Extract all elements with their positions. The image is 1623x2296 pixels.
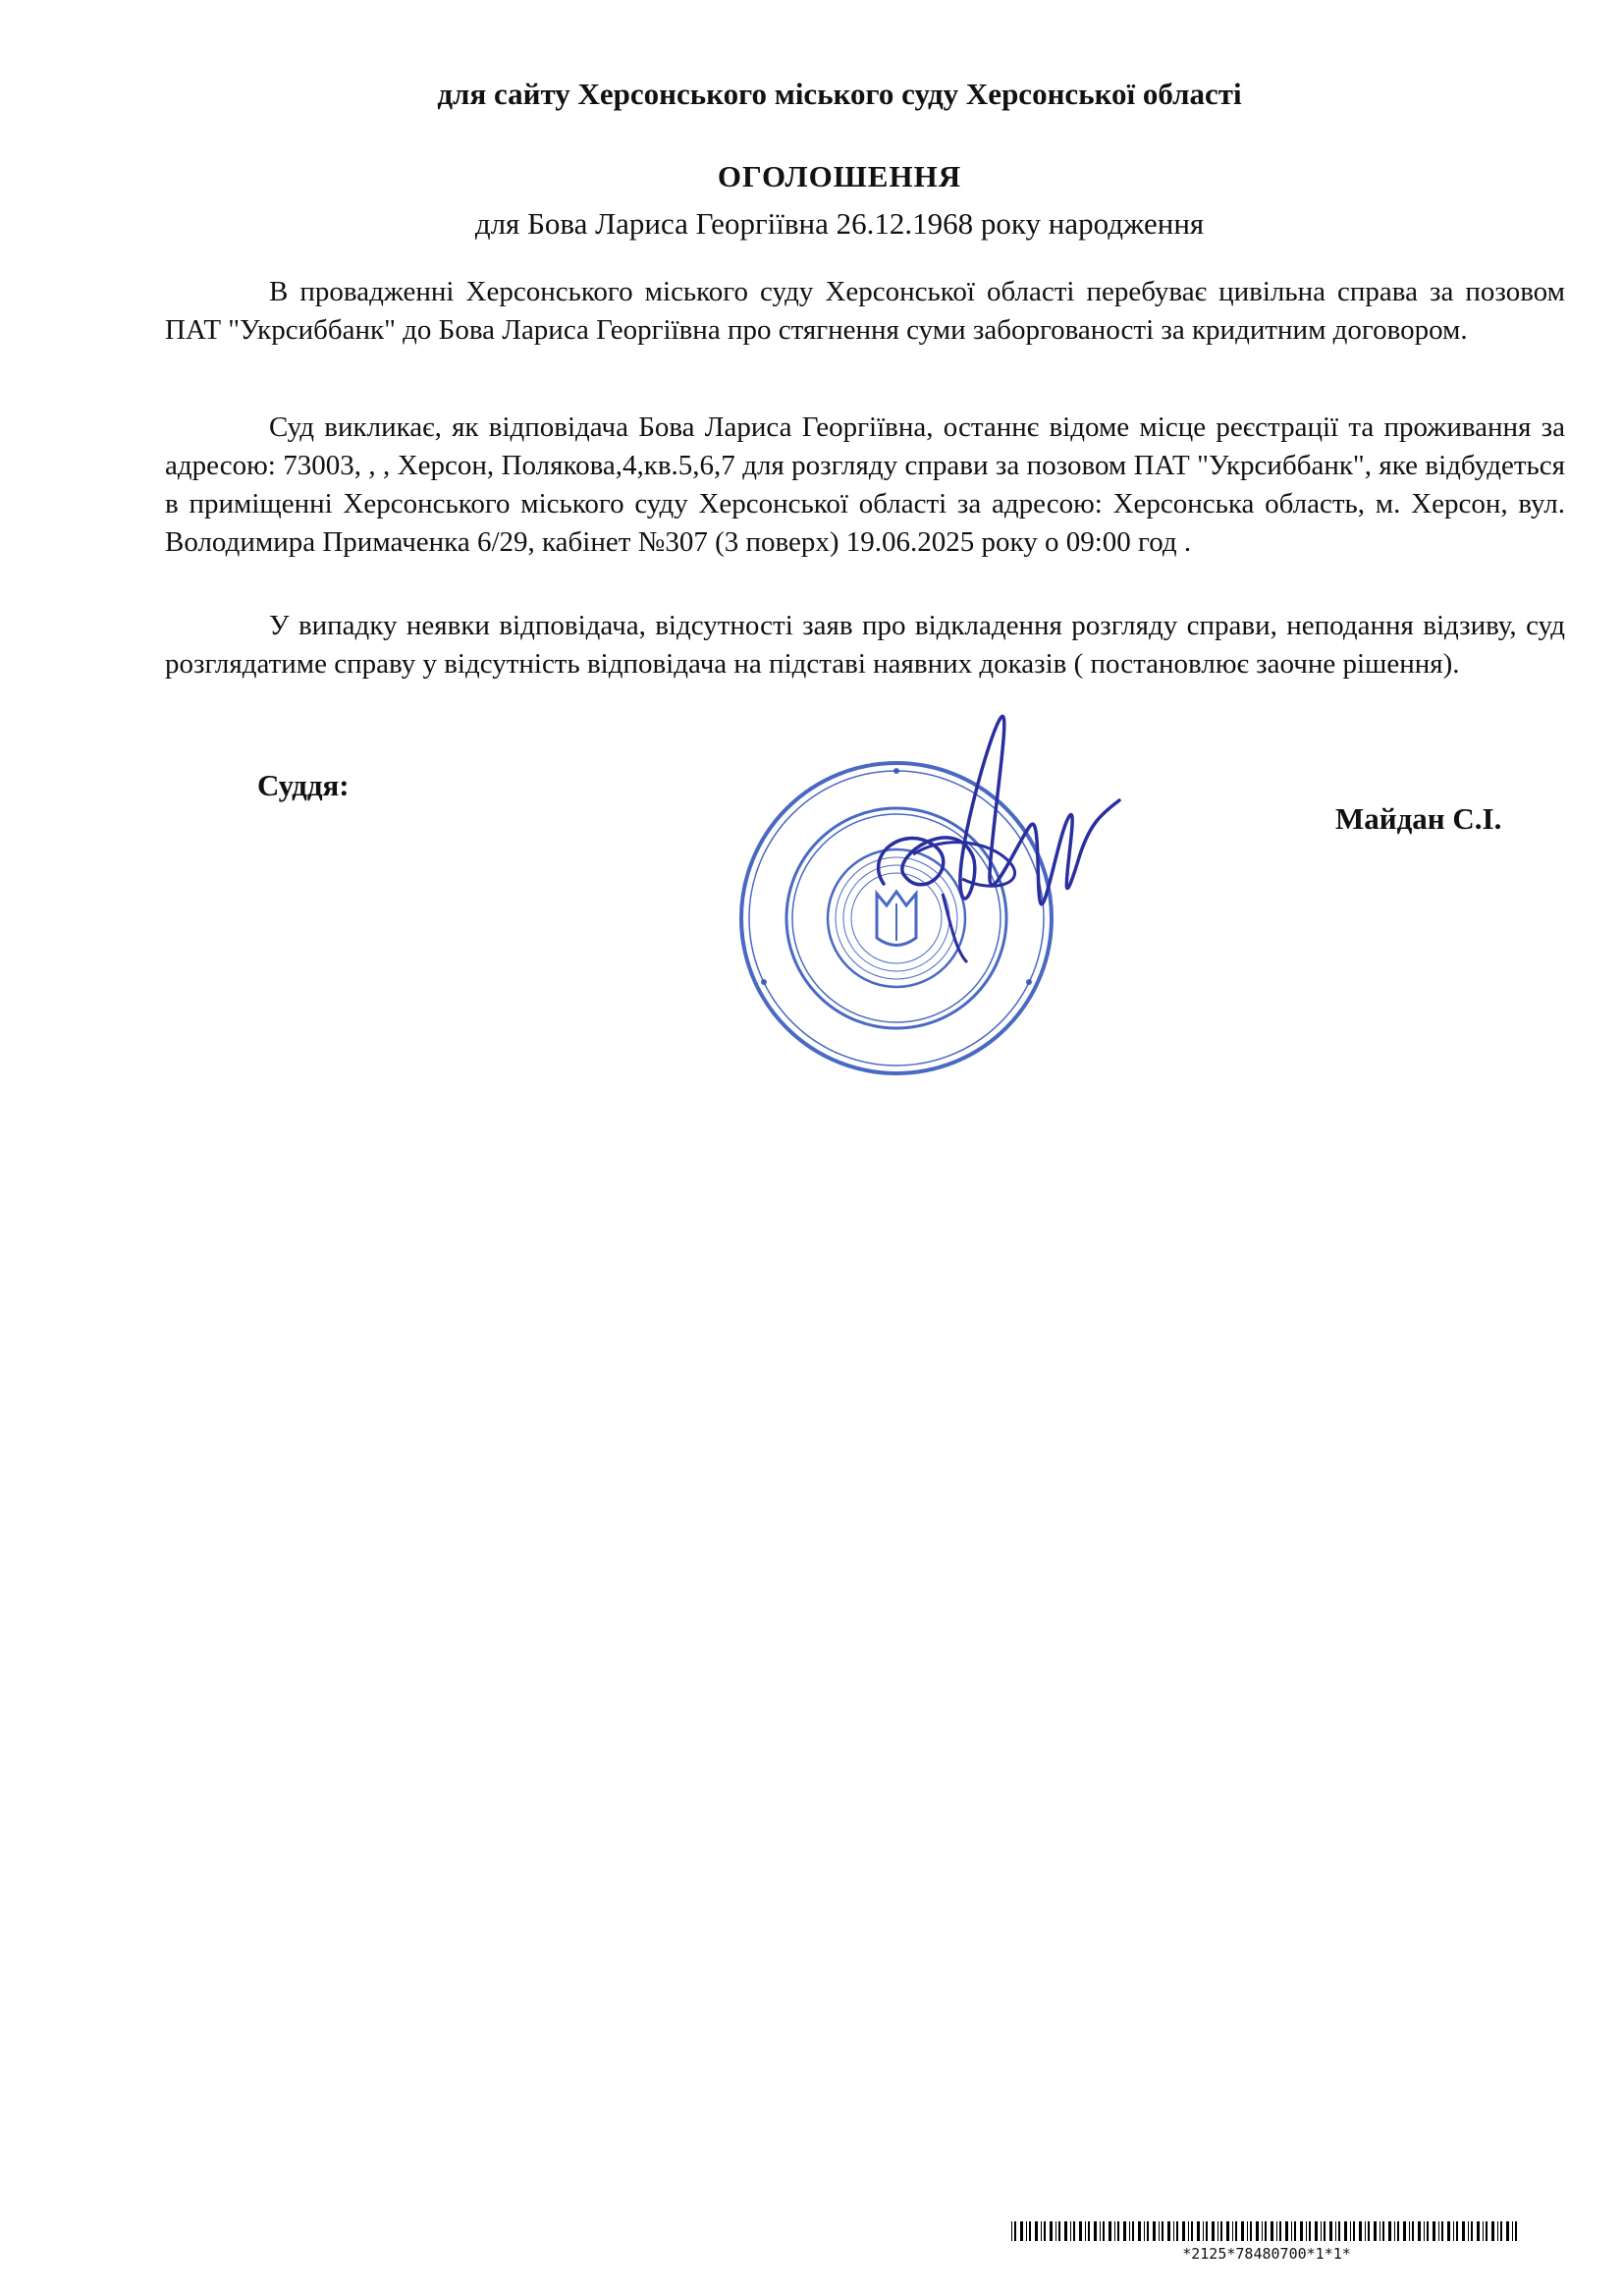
- announcement-subtitle: для Бова Лариса Георгіївна 26.12.1968 року народження: [474, 206, 1205, 241]
- judge-label: Суддя:: [257, 768, 350, 802]
- paragraph-summons: Суд викликає, як відповідача Бова Лариса Георгіївна, останнє відоме місце реєстрації та проживання за адресою: 73003, , , Херсон, Полякова,4,кв.5,6,7 для розгляду справи за позовом ПАТ "Укрсиббанк", яке відбудеться в приміщенні Херсонського міського суду Херсонської області за адресою: Херсонська область, м. Херсон, вул. Володимира Примаченка 6/29, кабінет №307 (3 поверх) 19.06.2025 року о 09:00 год .: [165, 411, 1565, 558]
- site-header: для сайту Херсонського міського суду Херсонської області: [437, 77, 1242, 111]
- announcement-title: ОГОЛОШЕННЯ: [717, 159, 962, 193]
- judge-name: Майдан С.І.: [1335, 801, 1502, 836]
- paragraph-absence: У випадку неявки відповідача, відсутності заяв про відкладення розгляду справи, неподання відзиву, суд розглядатиме справу у відсутність відповідача на підставі наявних доказів ( постановлює заочне рішення).: [165, 610, 1565, 680]
- barcode-number: *2125*78480700*1*1*: [1182, 2245, 1351, 2263]
- judge-signature: [844, 707, 1139, 1002]
- document-barcode: [1011, 2221, 1522, 2241]
- paragraph-case: В провадженні Херсонського міського суду Херсонської області перебуває цивільна справа за позовом ПАТ "Укрсиббанк" до Бова Лариса Георгіївна про стягнення суми заборгованості за кридитним договором.: [165, 276, 1565, 346]
